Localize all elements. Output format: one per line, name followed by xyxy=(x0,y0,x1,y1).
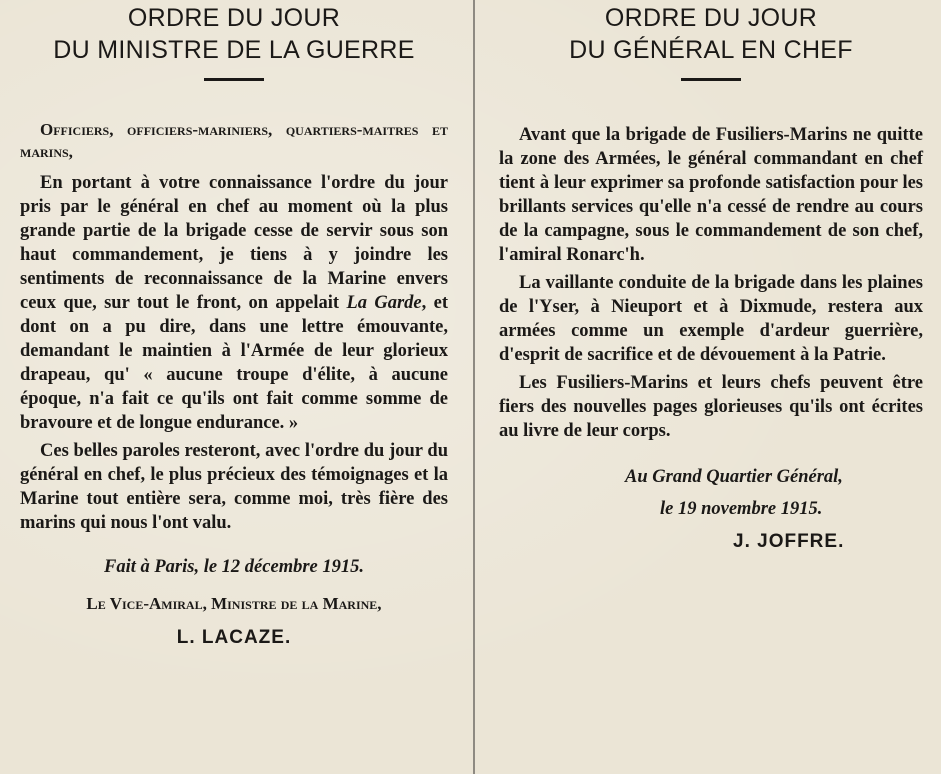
title-line-2: DU GÉNÉRAL EN CHEF xyxy=(569,36,853,64)
minister-paragraph-2: Ces belles paroles resteront, avec l'ordre du jour du général en chef, le plus précieux des témoignages et la Marine tout entière sera, comme moi, très fière des marins qui nous l'ont valu. xyxy=(20,441,448,533)
place-date: Fait à Paris, le 12 décembre 1915. xyxy=(104,557,364,577)
general-order-column xyxy=(497,0,925,774)
column-divider xyxy=(473,0,475,774)
date: le 19 novembre 1915. xyxy=(660,499,823,519)
general-paragraph-1: Avant que la brigade de Fusiliers-Marins ne quitte la zone des Armées, le général commandant en chef tient à leur exprimer sa profonde satisfaction pour les brillants services qu'elle n'a cessé de rendre au cours de la campagne, sous le commandement de son chef, l'amiral Ronarc'h. xyxy=(499,125,923,265)
general-paragraph-2: La vaillante conduite de la brigade dans les plaines de l'Yser, à Nieuport et à Dixmude, restera aux armées comme un exemple d'ardeur guerrière, d'esprit de sacrifice et de dévouement à la Patrie. xyxy=(499,273,923,365)
signature-title: Le Vice-Amiral, Ministre de la Marine, xyxy=(86,594,382,613)
paragraph-text: En portant à votre connaissance l'ordre du jour pris par le général en chef au moment où la plus grande partie de la brigade cesse de servir sous son haut commandement, je tiens à y joindre les sentiments de reconnaissance de la Marine envers ceux que, sur tout le front, on appelait xyxy=(20,173,448,313)
minister-order-column xyxy=(18,0,450,774)
minister-order-title xyxy=(18,2,450,66)
la-garde-italic: La Garde xyxy=(346,293,422,313)
place: Au Grand Quartier Général, xyxy=(625,467,843,487)
minister-order-body xyxy=(18,119,450,649)
general-order-title xyxy=(497,2,925,66)
paragraph-text: , et dont on a pu dire, dans une lettre émouvante, demandant le maintien à l'Armée de leur glorieux drapeau, qu' « aucune troupe d'élite, à aucune époque, n'a fait ce qu'ils ont fait comme somme de bravoure et de longue endurance. » xyxy=(20,293,448,433)
title-line-1: ORDRE DU JOUR xyxy=(604,4,818,32)
minister-paragraph-1 xyxy=(20,171,448,435)
general-order-body xyxy=(497,123,925,553)
general-paragraph-3: Les Fusiliers-Marins et leurs chefs peuvent être fiers des nouvelles pages glorieuses qu'ils ont écrites au livre de leur corps. xyxy=(499,373,923,441)
title-line-1: ORDRE DU JOUR xyxy=(127,4,341,32)
title-rule xyxy=(681,78,741,81)
title-rule xyxy=(204,78,264,81)
signature-name: L. LACAZE. xyxy=(176,627,292,648)
salutation: Officiers, officiers-mariniers, quartiers-maitres et marins, xyxy=(20,120,448,161)
title-line-2: DU MINISTRE DE LA GUERRE xyxy=(53,36,415,64)
signature-name: J. JOFFRE. xyxy=(733,531,845,552)
